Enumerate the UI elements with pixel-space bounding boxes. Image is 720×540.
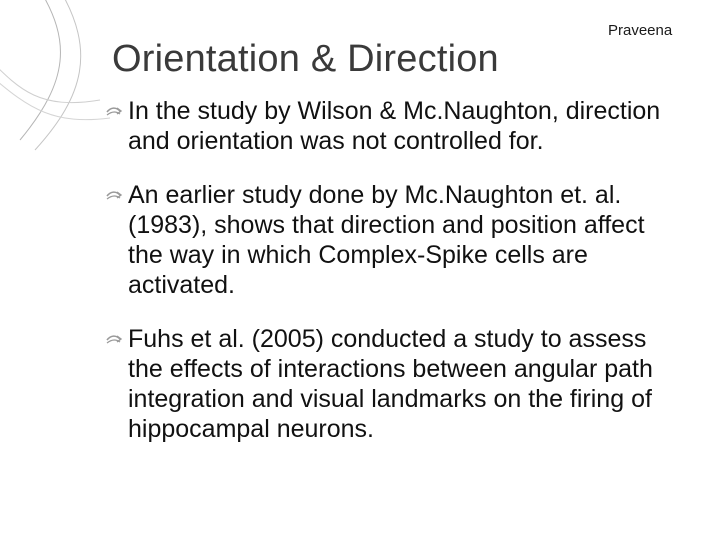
bullet-arrow-icon	[104, 186, 124, 206]
bullet-item-2	[104, 180, 684, 300]
bullet-text: An earlier study done by Mc.Naughton et. al. (1983), shows that direction and position affect the way in which Complex-Spike cells are activated.	[128, 181, 645, 299]
bullet-item-3	[104, 324, 684, 444]
swirl-line-1	[20, 0, 60, 140]
author-name: Praveena	[608, 22, 673, 39]
bullet-text: Fuhs et al. (2005) conducted a study to assess the effects of interactions between angular path integration and visual landmarks on the firing of hippocampal neurons.	[128, 325, 653, 443]
bullet-item-1	[104, 96, 684, 156]
slide-title: Orientation & Direction	[112, 38, 499, 80]
bullet-text: In the study by Wilson & Mc.Naughton, direction and orientation was not controlled for.	[128, 97, 661, 155]
bullet-arrow-icon	[104, 330, 124, 350]
swirl-line-3	[0, 60, 100, 103]
bullet-arrow-icon	[104, 102, 124, 122]
bullet-list	[104, 96, 684, 468]
